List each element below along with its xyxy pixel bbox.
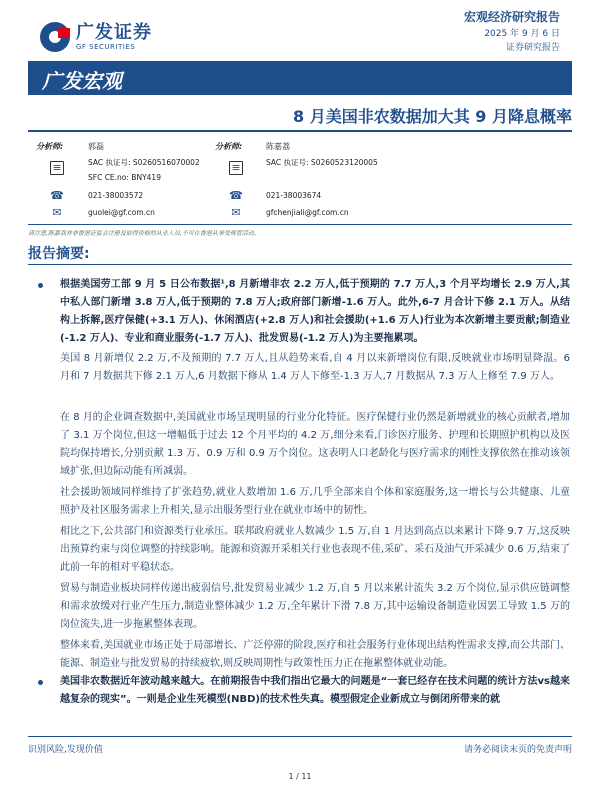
report-date: 2025 年 9 月 6 日 — [484, 29, 560, 39]
analyst-email[interactable]: gfchenjiali@gf.com.cn — [266, 208, 349, 217]
email-icon: ✉ — [52, 206, 62, 219]
gf-logo-icon — [40, 22, 70, 52]
analyst-sac: SAC 执证号: S0260523120005 — [266, 158, 378, 167]
phone-icon: ☎ — [50, 189, 64, 202]
title-rule — [28, 130, 572, 132]
analyst-sac: SAC 执证号: S0260516070002 — [88, 158, 200, 167]
analyst-phone: 021-38003674 — [266, 191, 322, 200]
report-category: 证券研究报告 — [505, 43, 560, 53]
analyst-email[interactable]: guolei@gf.com.cn — [88, 208, 155, 217]
summary-paragraph: 在 8 月的企业调查数据中,美国就业市场呈现明显的行业分化特征。医疗保健行业仍然是新增就业的核心贡献者,增加了 3.1 万个岗位,但这一增幅低于过去 12 个月平均的 4.2 万,细分来看,门诊医疗服务、护理和长期照护机构以及医院均保持增长,分别贡献 1.3 万、0.9 万和 0.9 万个岗位。这表明人口老龄化与医疗需求的刚性支撑依然在推动该领域扩张,但边际动能有所减弱。 — [60, 412, 570, 477]
summary-paragraph: 整体来看,美国就业市场正处于局部增长、广泛停滞的阶段,医疗和社会服务行业体现出结构性需求支撑,而公共部门、能源、制造业与批发贸易的持续疲软,则反映周期性与政策性压力正在拖累整体就业动能。 — [60, 640, 570, 669]
section-banner — [28, 61, 572, 95]
report-title: 8 月美国非农数据加大其 9 月降息概率 — [293, 107, 572, 126]
bullet-icon — [38, 283, 43, 288]
email-icon: ✉ — [231, 206, 241, 219]
summary-heading: 报告摘要: — [28, 246, 90, 262]
summary-paragraph-key: 美国非农数据近年波动越来越大。在前期报告中我们指出它最大的问题是“一套已经存在技术问题的统计方法vs越来越复杂的现实”。一则是企业生死模型(NBD)的技术性失真。模型假定企业新成立与倒闭所带来的就 — [60, 676, 570, 705]
certificate-icon: ≡ — [229, 161, 243, 175]
certificate-icon: ≡ — [50, 161, 64, 175]
summary-paragraph-key: 根据美国劳工部 9 月 5 日公布数据¹,8 月新增非农 2.2 万人,低于预期的 7.7 万人,3 个月平均增长 2.9 万人,其中私人部门新增 3.8 万人,低于预期的 7.8 万人;政府部门新增-1.6 万人。此外,6-7 月合计下修 2.1 万人。从结构上拆解,医疗保健(+3.1 万人)、休闲酒店(+2.8 万人)和社会援助(+1.6 万人)行业为本次新增主要贡献;制造业(-1.2 万人)、专业和商业服务(-1.7 万人)、批发贸易(-1.2 万人)为主要拖累项。 — [60, 279, 570, 344]
phone-icon: ☎ — [229, 189, 243, 202]
report-type-title: 宏观经济研究报告 — [463, 10, 560, 24]
disclaimer-note: 请注意,陈嘉荔并非香港证监会注册及取得资格的从业人员,不可在香港从事受规管活动。 — [28, 224, 572, 237]
analyst-sfc: SFC CE.no: BNY419 — [88, 173, 161, 182]
logo-text-en: GF SECURITIES — [76, 42, 136, 51]
analyst-label: 分析师: — [215, 142, 243, 151]
summary-paragraph: 贸易与制造业板块同样传递出疲弱信号,批发贸易业减少 1.2 万,自 5 月以来累计流失 3.2 万个岗位,显示供应链调整和需求放缓对行业产生压力,制造业整体减少 1.2 万,全年累计下滑 7.8 万,其中运输设备制造业因罢工导致 1.5 万的岗位流失,进一步拖累整体表现。 — [60, 583, 570, 630]
analyst-phone: 021-38003572 — [88, 191, 144, 200]
bullet-icon — [38, 680, 43, 685]
logo-text-cn: 广发证券 — [76, 21, 152, 43]
footer-rule — [28, 736, 572, 737]
banner-text: 广发宏观 — [42, 69, 122, 93]
summary-rule — [28, 264, 572, 265]
summary-paragraph: 美国 8 月新增仅 2.2 万,不及预期的 7.7 万人,且从趋势来看,自 4 月以来新增岗位有限,反映就业市场明显降温。6 月和 7 月数据共下修 2.1 万人,6 月数据下修从 1.4 万人下修至-1.3 万人,7 月数据从 7.3 万人上修至 7.9 万人。 — [60, 353, 570, 382]
footer-disclaimer-link[interactable]: 请务必阅读末页的免责声明 — [463, 745, 572, 755]
analyst-name: 陈嘉荔 — [266, 142, 290, 151]
summary-paragraph: 社会援助领域同样维持了扩张趋势,就业人数增加 1.6 万,几乎全部来自个体和家庭服务,这一增长与公共健康、儿童照护及社区服务需求上升相关,显示出服务型行业在就业市场中的韧性。 — [60, 487, 570, 516]
footer-slogan: 识别风险,发现价值 — [28, 745, 103, 755]
company-logo — [40, 22, 152, 52]
page-number: 1 / 11 — [288, 772, 312, 781]
summary-paragraph: 相比之下,公共部门和资源类行业承压。联邦政府就业人数减少 1.5 万,自 1 月达到高点以来累计下降 9.7 万,这反映出预算约束与岗位调整的持续影响。能源和资源开采相关行业也表现不佳,采矿、采石及油气开采减少 0.6 万,结束了此前一年的相对平稳状态。 — [60, 526, 570, 573]
analyst-label: 分析师: — [36, 142, 64, 151]
analyst-name: 郭磊 — [88, 142, 104, 151]
